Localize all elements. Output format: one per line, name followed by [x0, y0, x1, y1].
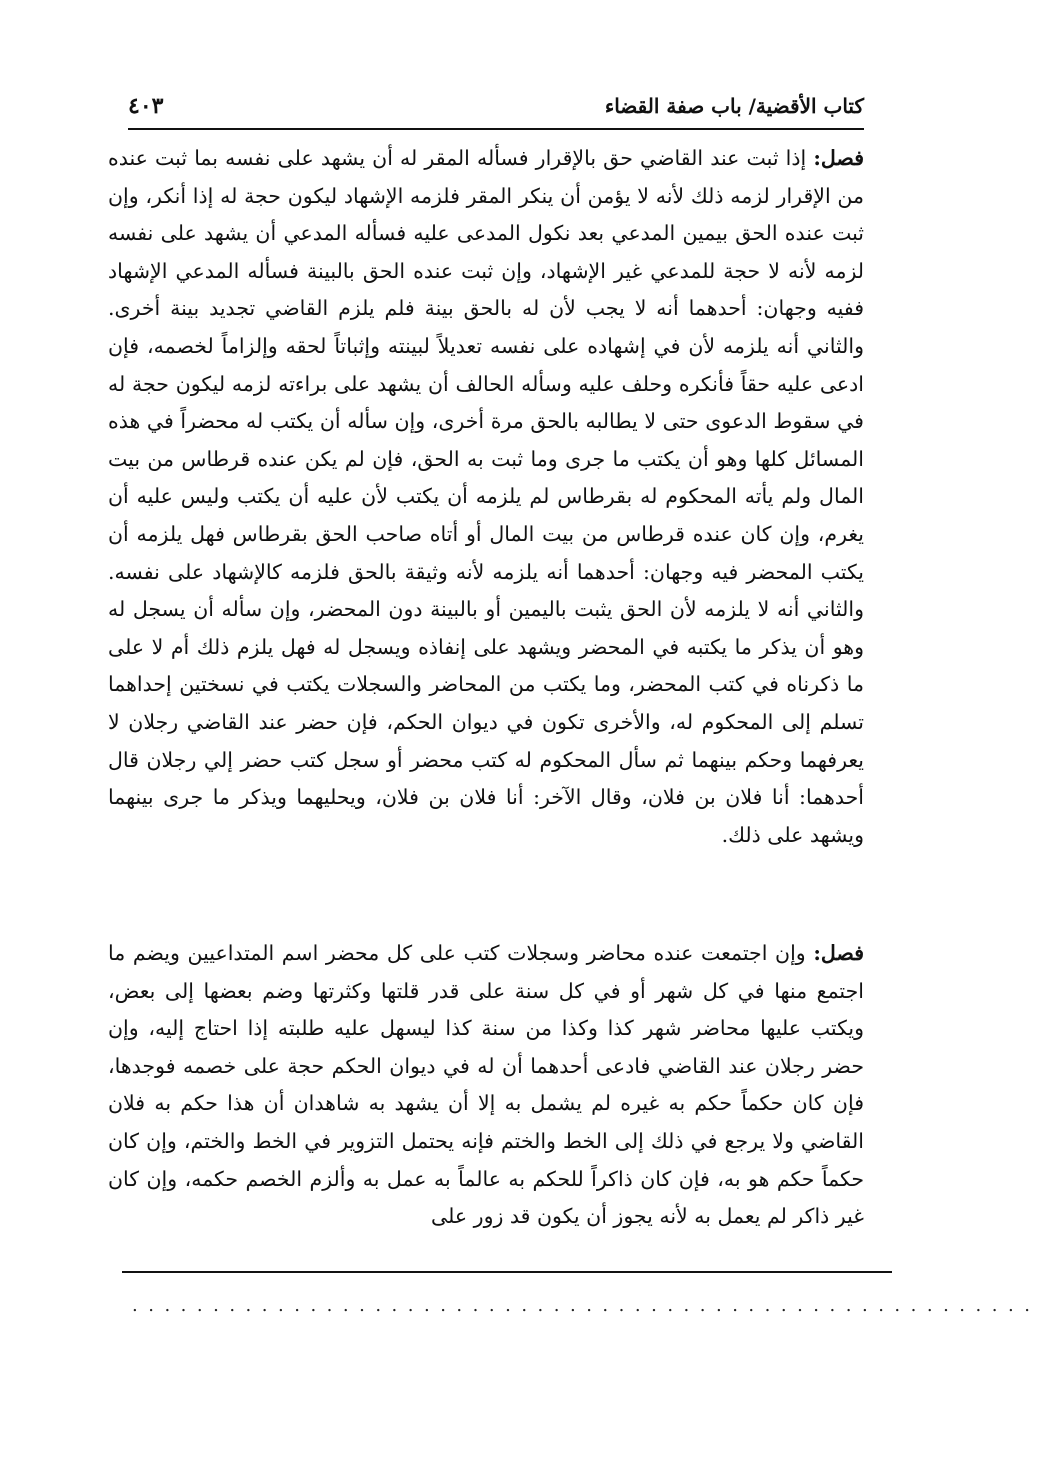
section-2-text: وإن اجتمعت عنده محاضر وسجلات كتب على كل محضر اسم المتداعيين ويضم ما اجتمع منها في كل شهر أو في كل سنة على قدر قلتها وكثرتها وضم بعضها إلى بعض، ويكتب عليها محاضر شهر كذا وكذا من سنة كذا ليسهل عليه طلبته إذا احتاج إليه، وإن حضر رجلان عند القاضي فادعى أحدهما أن له في ديوان الحكم حجة على خصمه فوجدها، فإن كان حكماً حكم به غيره لم يشمل به إلا أن يشهد به شاهدان أن هذا حكم به فلان القاضي ولا يرجع في ذلك إلى الخط والختم فإنه يحتمل التزوير في الخط والختم، وإن كان حكماً حكم هو به، فإن كان ذاكراً للحكم به عالماً به عمل به وألزم الخصم حكمه، وإن كان غير ذاكر لم يعمل به لأنه يجوز أن يكون قد زور على — [108, 941, 864, 1229]
section-1 — [108, 140, 864, 854]
page-number: ٤٠٣ — [128, 93, 164, 119]
footnote-dots: ........................................................ — [132, 1295, 1040, 1316]
section-1-paragraph — [108, 140, 864, 854]
section-1-lead: فصل: — [813, 146, 864, 170]
section-2 — [108, 935, 864, 1236]
header-rule — [128, 128, 864, 130]
footnote-rule — [122, 1271, 892, 1273]
section-2-lead: فصل: — [813, 941, 864, 965]
section-2-paragraph — [108, 935, 864, 1236]
running-head: كتاب الأقضية/ باب صفة القضاء — [604, 94, 864, 118]
page-header — [128, 86, 864, 126]
section-1-text: إذا ثبت عند القاضي حق بالإقرار فسأله المقر له أن يشهد على نفسه بما ثبت عنده من الإقرار لزمه ذلك لأنه لا يؤمن أن ينكر المقر فلزمه الإشهاد ليكون حجة له إذا أنكر، وإن ثبت عنده الحق بيمين المدعي بعد نكول المدعى عليه فسأله المدعي أن يشهد على نفسه لزمه لأنه لا حجة للمدعي غير الإشهاد، وإن ثبت عنده الحق بالبينة فسأله المدعي الإشهاد ففيه وجهان: أحدهما أنه لا يجب لأن له بالحق بينة فلم يلزم القاضي تجديد بينة أخرى. والثاني أنه يلزمه لأن في إشهاده على نفسه تعديلاً لبينته وإثباتاً لحقه وإلزاماً لخصمه، فإن ادعى عليه حقاً فأنكره وحلف عليه وسأله الحالف أن يشهد على براءته لزمه ليكون حجة له في سقوط الدعوى حتى لا يطالبه بالحق مرة أخرى، وإن سأله أن يكتب له محضراً في هذه المسائل كلها وهو أن يكتب ما جرى وما ثبت به الحق، فإن لم يكن عنده قرطاس من بيت المال ولم يأته المحكوم له بقرطاس لم يلزمه أن يكتب لأن عليه أن يكتب وليس عليه أن يغرم، وإن كان عنده قرطاس من بيت المال أو أتاه صاحب الحق بقرطاس فهل يلزمه أن يكتب المحضر فيه وجهان: أحدهما أنه يلزمه لأنه وثيقة بالحق فلزمه كالإشهاد على نفسه. والثاني أنه لا يلزمه لأن الحق يثبت باليمين أو بالبينة دون المحضر، وإن سأله أن يسجل له وهو أن يذكر ما يكتبه في المحضر ويشهد على إنفاذه ويسجل له فهل يلزم ذلك أم لا على ما ذكرناه في كتب المحضر، وما يكتب من المحاضر والسجلات يكتب في نسختين إحداهما تسلم إلى المحكوم له، والأخرى تكون في ديوان الحكم، فإن حضر عند القاضي رجلان لا يعرفهما وحكم بينهما ثم سأل المحكوم له كتب محضر أو سجل كتب حضر إلي رجلان قال أحدهما: أنا فلان بن فلان، وقال الآخر: أنا فلان بن فلان، ويحليهما ويذكر ما جرى بينهما ويشهد على ذلك. — [108, 146, 864, 847]
